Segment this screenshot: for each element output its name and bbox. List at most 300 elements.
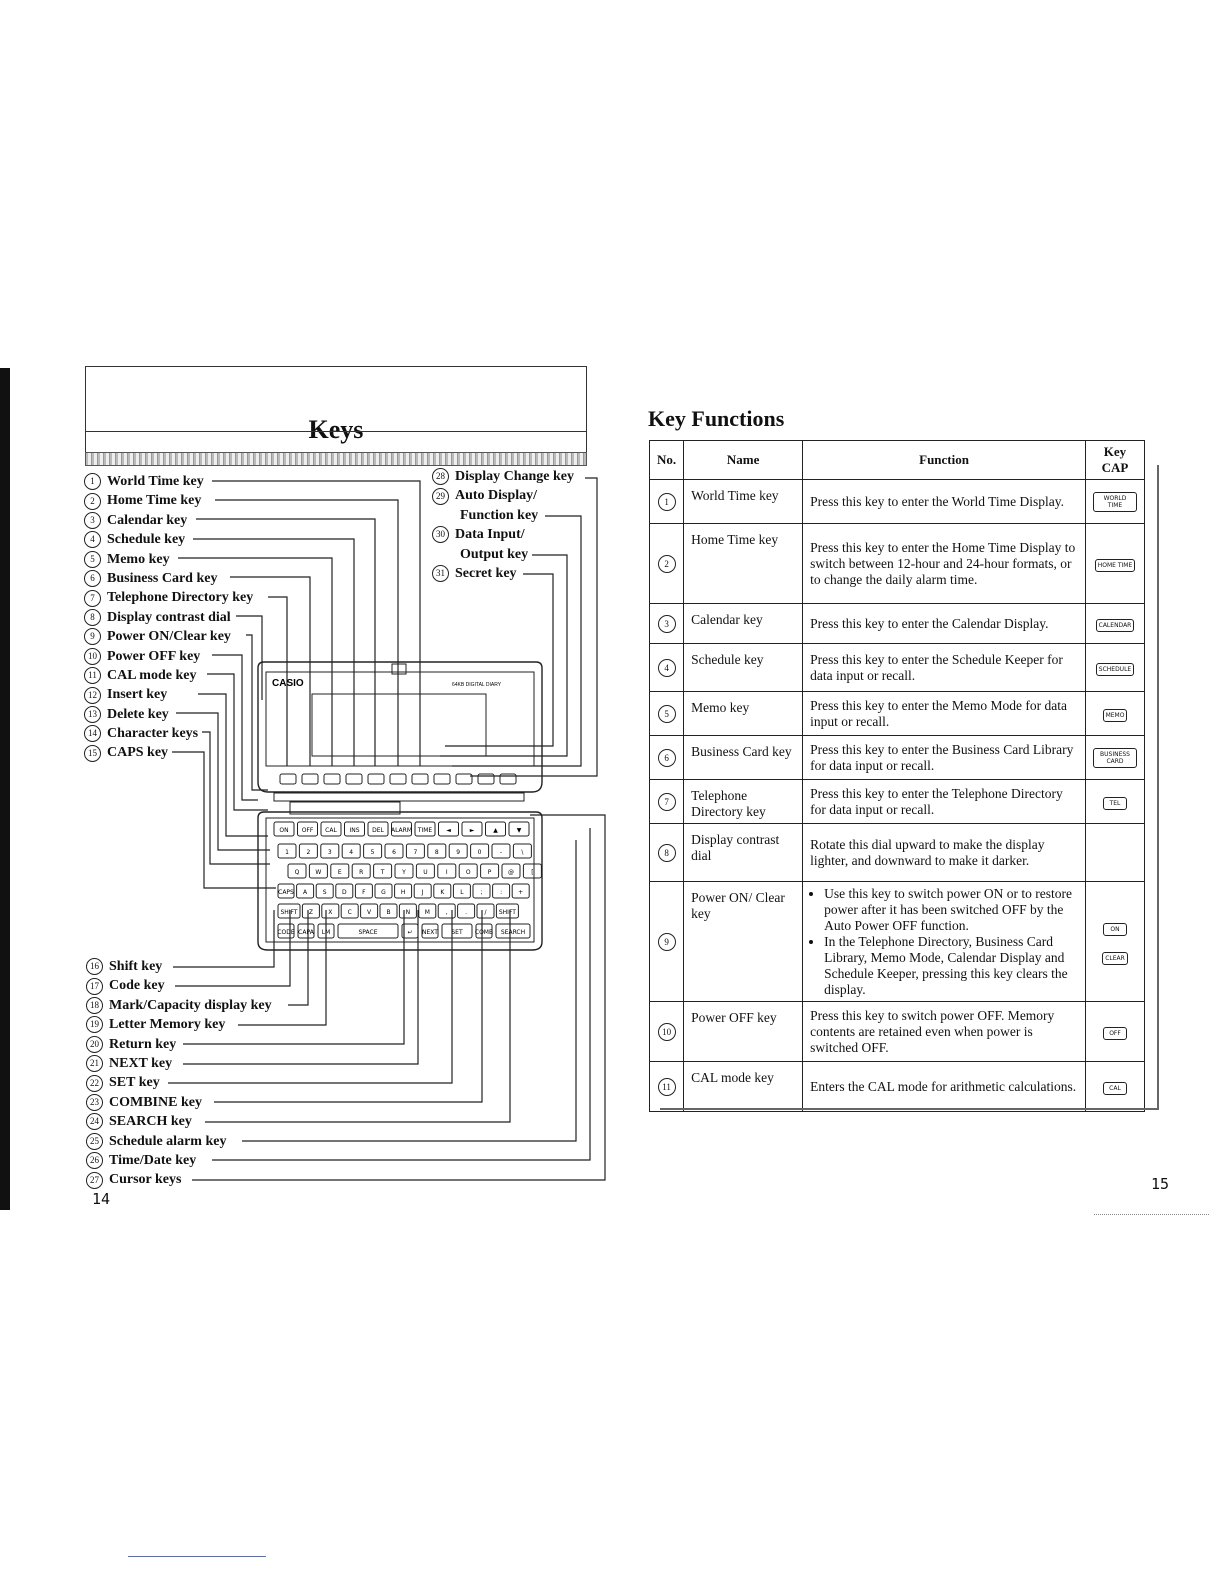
table-row [650,692,1145,736]
keyboard-key [406,844,424,858]
table-row [650,524,1145,604]
row-name-cell: Power ON/ Clear key [684,882,803,1002]
key-label-text: Memo key [107,551,170,567]
keyboard-key [481,864,499,878]
key-label-text: Cursor keys [109,1172,182,1188]
keyboard-key-label: Z [308,909,313,916]
row-number-cell [650,824,684,882]
keyboard-key [321,822,341,836]
row-keycap-cell [1086,480,1145,524]
row-number-badge: 7 [658,793,676,811]
device-model: 64KB DIGITAL DIARY [452,682,502,688]
key-label-continuation: Function key [460,507,539,523]
keyboard-key [395,864,413,878]
row-function-cell: Press this key to enter the Home Time Display to switch between 12-hour and 24-hour formats, or to change the daily alarm time. [803,524,1086,604]
key-number-badge: 14 [84,725,101,742]
mode-key [324,774,340,784]
key-number-badge: 22 [86,1075,103,1092]
row-number-cell [650,1002,684,1062]
keyboard-key-label: S [322,889,327,896]
keyboard-key [512,884,529,898]
row-number-badge: 1 [658,493,676,511]
page-number-left: 14 [92,1190,111,1208]
keyboard-key [453,884,470,898]
mode-key [346,774,362,784]
table-row [650,604,1145,644]
keycap-icon: HOME TIME [1095,559,1136,572]
keyboard-key-label: P [487,869,492,876]
keyboard-key-label: Y [402,869,406,876]
keyboard-key-label: . [465,909,468,916]
row-name-cell: Business Card key [684,736,803,780]
keycap-icon: ON [1103,923,1127,936]
row-keycap-cell [1086,692,1145,736]
keyboard-key [428,844,446,858]
keyboard-key-label: + [518,889,524,896]
header-function: Function [803,441,1086,480]
row-number-cell [650,736,684,780]
keyboard-key [331,864,349,878]
key-label-text: SET key [109,1075,160,1091]
key-label-text: World Time key [107,474,204,489]
key-number-badge: 19 [86,1016,103,1033]
key-number-badge: 25 [86,1133,103,1150]
keyboard-key-label: SET [451,929,463,936]
table-row [650,644,1145,692]
key-label-text: Shift key [109,959,163,974]
row-number-badge: 4 [658,659,676,677]
table-shadow-right [1145,465,1159,1110]
keycap-icon: OFF [1103,1027,1127,1040]
keyboard-key [415,822,435,836]
keyboard-key-label: ALARM [390,827,413,834]
keyboard-key-label: ↵ [407,929,413,936]
keyboard-key [385,844,403,858]
table-row [650,824,1145,882]
keyboard-key [422,924,438,938]
keyboard-key [355,884,372,898]
keyboard-key [321,844,339,858]
keyboard-key [277,924,295,938]
keyboard-key-label: ON [279,827,289,834]
keyboard-key [316,884,333,898]
keyboard-key-label: OFF [301,827,314,834]
row-function-cell: Press this key to enter the Calendar Display. [803,604,1086,644]
keyboard-key [336,884,353,898]
row-function-cell: Rotate this dial upward to make the display lighter, and downward to make it darker. [803,824,1086,882]
keyboard-key [502,864,520,878]
row-function-cell [803,882,1086,1002]
table-row [650,780,1145,824]
keyboard-key [496,924,530,938]
keyboard-key-label: COMB [474,929,494,936]
function-bullet-list [810,886,1078,998]
key-number-badge: 9 [84,628,101,645]
keyboard-key [477,904,494,918]
keyboard-key-label: SHIFT [498,909,516,916]
keycap-icon: CLEAR [1102,952,1128,965]
function-bullet: • Use this key to switch power ON or to restore power after it has been switched OFF by the Auto Power OFF function. [824,886,1078,934]
keyboard-key [439,822,459,836]
key-label-text: Delete key [107,706,169,722]
key-label-text: CAL mode key [107,667,197,683]
keyboard-key-label: 5 [370,849,375,856]
keycap-icon: CAL [1103,1082,1127,1095]
key-number-badge: 2 [84,493,101,510]
key-number-badge: 6 [84,570,101,587]
key-number-badge: 30 [432,526,449,543]
row-function-cell: Press this key to switch power OFF. Memory contents are retained even when power is switched OFF. [803,1002,1086,1062]
key-number-badge: 21 [86,1055,103,1072]
row-number-cell [650,604,684,644]
mode-key [434,774,450,784]
header-key-cap: Key CAP [1086,441,1145,480]
mode-key [390,774,406,784]
keyboard-key-label: CODE [277,929,295,936]
key-functions-table [649,440,1145,1112]
keyboard-key-label: CAPS [278,889,294,896]
keyboard-key [302,904,319,918]
row-name-cell: Schedule key [684,644,803,692]
keyboard-key-label: 1 [285,849,289,856]
keyboard-key-label: ◄ [446,827,451,834]
key-label-text: Return key [109,1036,177,1052]
key-number-badge: 24 [86,1113,103,1130]
keyboard-key-label: V [367,909,372,916]
table-row [650,882,1145,1002]
row-keycap-cell [1086,736,1145,780]
keyboard-key [513,844,531,858]
keyboard-key-label: B [386,909,391,916]
key-label-text: Mark/Capacity display key [109,997,272,1013]
keyboard-key-label: : [500,889,503,896]
row-number-cell [650,882,684,1002]
keyboard-key-label: O [465,869,471,876]
key-label-continuation: Output key [460,546,529,562]
key-number-badge: 28 [432,468,449,485]
keyboard-key-label: LM [321,929,331,936]
keyboard-key [288,864,306,878]
key-label-text: Display Change key [455,469,575,484]
keycap-icon: BUSINESS CARD [1093,748,1137,768]
row-keycap-cell [1086,1062,1145,1112]
keyboard-key [380,904,397,918]
table-row [650,480,1145,524]
key-number-badge: 23 [86,1094,103,1111]
keyboard-key-label: DEL [372,827,384,834]
keyboard-key-label: INS [349,827,360,834]
keyboard-key-label: 2 [306,849,311,856]
keyboard-key-label: SPACE [358,929,378,936]
keyboard-key-label: E [337,869,342,876]
keyboard-key [297,884,314,898]
keyboard-key-label: @ [508,869,514,876]
row-function-cell: Press this key to enter the Schedule Keeper for data input or recall. [803,644,1086,692]
row-keycap-cell [1086,882,1145,1002]
key-number-badge: 11 [84,667,101,684]
row-name-cell: World Time key [684,480,803,524]
keyboard-key-label: ▼ [516,827,522,834]
key-number-badge: 27 [86,1172,103,1189]
key-number-badge: 29 [432,488,449,505]
row-number-cell [650,1062,684,1112]
keyboard-key [342,844,360,858]
keyboard-key-label: 0 [477,849,482,856]
key-label-text: Business Card key [107,570,218,586]
keyboard-key-label: , [445,909,448,916]
keyboard-key-label: L [460,889,464,896]
keyboard-key-label: SHIFT [280,909,298,916]
mode-key [456,774,472,784]
keyboard-key-label: I [445,869,448,876]
keyboard-key-label: CAPA [298,929,314,936]
keyboard-key [471,844,489,858]
keyboard-key [462,822,482,836]
row-function-cell: Press this key to enter the Memo Mode for data input or recall. [803,692,1086,736]
key-label-text: Calendar key [107,512,188,528]
key-number-badge: 17 [86,978,103,995]
keyboard-key-label: H [400,889,406,896]
key-label-text: Schedule alarm key [109,1133,227,1149]
keyboard-key [416,864,434,878]
keyboard-key-label: NEXT [422,929,438,936]
footer-rule [128,1556,266,1557]
keyboard-key [434,884,451,898]
key-label-text: CAPS key [107,745,169,761]
keyboard-key-label: \ [521,849,524,856]
header-no: No. [650,441,684,480]
row-name-cell: CAL mode key [684,1062,803,1112]
key-number-badge: 31 [432,565,449,582]
header-name: Name [684,441,803,480]
keyboard-key-label: M [424,909,430,916]
keyboard-key-label: G [381,889,386,896]
keyboard-key [486,822,506,836]
keyboard-key [458,904,475,918]
keyboard-key [459,864,477,878]
key-label-text: NEXT key [109,1055,173,1071]
keycap-icon: MEMO [1103,709,1128,722]
row-name-cell: Home Time key [684,524,803,604]
keyboard-key [361,904,378,918]
keyboard-key-label: A [303,889,308,896]
keyboard-key-label: N [405,909,411,916]
key-number-badge: 10 [84,648,101,665]
keyboard-key [419,904,436,918]
key-label-text: Telephone Directory key [107,590,254,606]
keyboard-key-label: T [380,869,385,876]
keycap-icon: WORLD TIME [1093,492,1137,512]
key-label-text: Character keys [107,726,199,742]
mode-key [412,774,428,784]
keyboard-key [449,844,467,858]
keyboard-key [274,822,294,836]
keys-title: Keys [308,415,364,444]
keyboard-key [438,864,456,878]
keyboard-key-label: 9 [456,849,461,856]
keyboard-key [278,904,300,918]
key-label-text: SEARCH key [109,1114,192,1130]
key-label-text: Auto Display/ [455,488,538,504]
keyboard-key-label: ▲ [493,827,498,834]
row-keycap-cell [1086,1002,1145,1062]
keyboard-key-label: J [421,889,424,896]
keycap-icon: SCHEDULE [1096,663,1134,676]
keyboard-key [368,822,388,836]
table-row [650,736,1145,780]
key-number-badge: 7 [84,590,101,607]
key-number-badge: 15 [84,745,101,762]
key-label-text: Time/Date key [109,1152,197,1168]
keyboard-key-label: [ [531,869,534,876]
row-function-cell: Enters the CAL mode for arithmetic calculations. [803,1062,1086,1112]
row-number-cell [650,780,684,824]
table-row [650,1002,1145,1062]
keyboard-key-label: - [499,849,503,856]
keyboard-key [473,884,490,898]
keyboard-key [345,822,365,836]
row-name-cell: Telephone Directory key [684,780,803,824]
key-number-badge: 4 [84,531,101,548]
keyboard-key-label: W [315,869,322,876]
keyboard-key-label: D [341,889,347,896]
row-number-badge: 8 [658,844,676,862]
keyboard-key-label: 3 [327,849,332,856]
keyboard-key [496,904,518,918]
keyboard-key [493,884,510,898]
keyboard-key-label: Q [294,869,300,876]
key-number-badge: 1 [84,473,101,490]
keyboard-key [338,924,398,938]
keyboard-key [322,904,339,918]
row-number-badge: 10 [658,1023,676,1041]
keycap-icon: TEL [1103,797,1127,810]
row-name-cell: Display contrast dial [684,824,803,882]
row-name-cell: Power OFF key [684,1002,803,1062]
table-header-row [650,441,1145,480]
key-number-badge: 26 [86,1152,103,1169]
row-number-badge: 11 [658,1078,676,1096]
keyboard-key-label: 8 [434,849,439,856]
keyboard-key [414,884,431,898]
key-label-text: COMBINE key [109,1094,202,1110]
keyboard-key-label: U [423,869,428,876]
row-name-cell: Calendar key [684,604,803,644]
table-row [650,1062,1145,1112]
mode-key [368,774,384,784]
key-label-text: Home Time key [107,493,202,509]
keyboard-key [391,822,412,836]
keyboard-key [475,924,493,938]
key-functions-title: Key Functions [648,406,785,431]
keyboard-key-label: X [328,909,333,916]
keyboard-key [278,844,296,858]
row-number-badge: 2 [658,555,676,573]
keyboard-key [364,844,382,858]
key-number-badge: 16 [86,958,103,975]
key-label-text: Letter Memory key [109,1017,226,1033]
dotted-rule [1094,1214,1209,1215]
row-keycap-cell [1086,604,1145,644]
keyboard-key-label: 7 [413,849,418,856]
mode-key [280,774,296,784]
mode-key [302,774,318,784]
row-number-badge: 5 [658,705,676,723]
keyboard-key-label: ; [480,889,483,896]
function-bullet: • In the Telephone Directory, Business Card Library, Memo Mode, Calendar Display and Schedule Keeper, pressing this key clears the display. [824,934,1078,998]
key-number-badge: 5 [84,551,101,568]
key-number-badge: 20 [86,1036,103,1053]
key-label-text: Power ON/Clear key [107,629,231,645]
keyboard-key [352,864,370,878]
keyboard-key-label: / [484,909,487,916]
keyboard-key [298,822,318,836]
keyboard-key-label: R [359,869,364,876]
row-function-cell: Press this key to enter the Telephone Directory for data input or recall. [803,780,1086,824]
row-number-badge: 6 [658,749,676,767]
keyboard-key [309,864,327,878]
keyboard-key [399,904,416,918]
key-number-badge: 8 [84,609,101,626]
row-keycap-cell [1086,644,1145,692]
keyboard-key [375,884,392,898]
key-label-text: Display contrast dial [107,609,231,625]
row-number-badge: 3 [658,615,676,633]
keyboard-key-label: C [347,909,352,916]
keyboard-key [341,904,358,918]
keycap-icon: CALENDAR [1096,619,1135,632]
key-number-badge: 3 [84,512,101,529]
key-label-text: Power OFF key [107,648,201,664]
keyboard-key [509,822,529,836]
keyboard-key [298,924,315,938]
key-label-text: Code key [109,978,165,994]
row-number-cell [650,480,684,524]
keyboard-key-label: 4 [349,849,354,856]
keyboard-key [374,864,392,878]
row-keycap-cell [1086,524,1145,604]
keyboard-key [438,904,455,918]
key-number-badge: 13 [84,706,101,723]
keyboard-key-label: TIME [417,827,433,834]
keyboard-key [278,884,294,898]
keyboard-key [442,924,472,938]
keyboard-key [523,864,541,878]
keyboard-key [299,844,317,858]
keyboard-key-label: F [362,889,366,896]
device-brand: CASIO [272,678,304,689]
table-shadow-bottom [660,1108,1157,1110]
row-function-cell: Press this key to enter the World Time Display. [803,480,1086,524]
keyboard-key-label: CAL [325,827,337,834]
keyboard-key-label: K [440,889,445,896]
row-number-badge: 9 [658,933,676,951]
keyboard-key-label: 6 [392,849,396,856]
row-function-cell: Press this key to enter the Business Card Library for data input or recall. [803,736,1086,780]
keyboard-key [492,844,510,858]
key-label-text: Insert key [107,687,168,703]
row-keycap-cell [1086,824,1145,882]
keyboard-key-label: ► [469,827,475,834]
keyboard-key-label: SEARCH [500,929,526,936]
key-number-badge: 12 [84,687,101,704]
key-label-text: Schedule key [107,532,186,548]
keyboard-key [395,884,412,898]
key-number-badge: 18 [86,997,103,1014]
row-name-cell: Memo key [684,692,803,736]
row-number-cell [650,524,684,604]
row-number-cell [650,644,684,692]
